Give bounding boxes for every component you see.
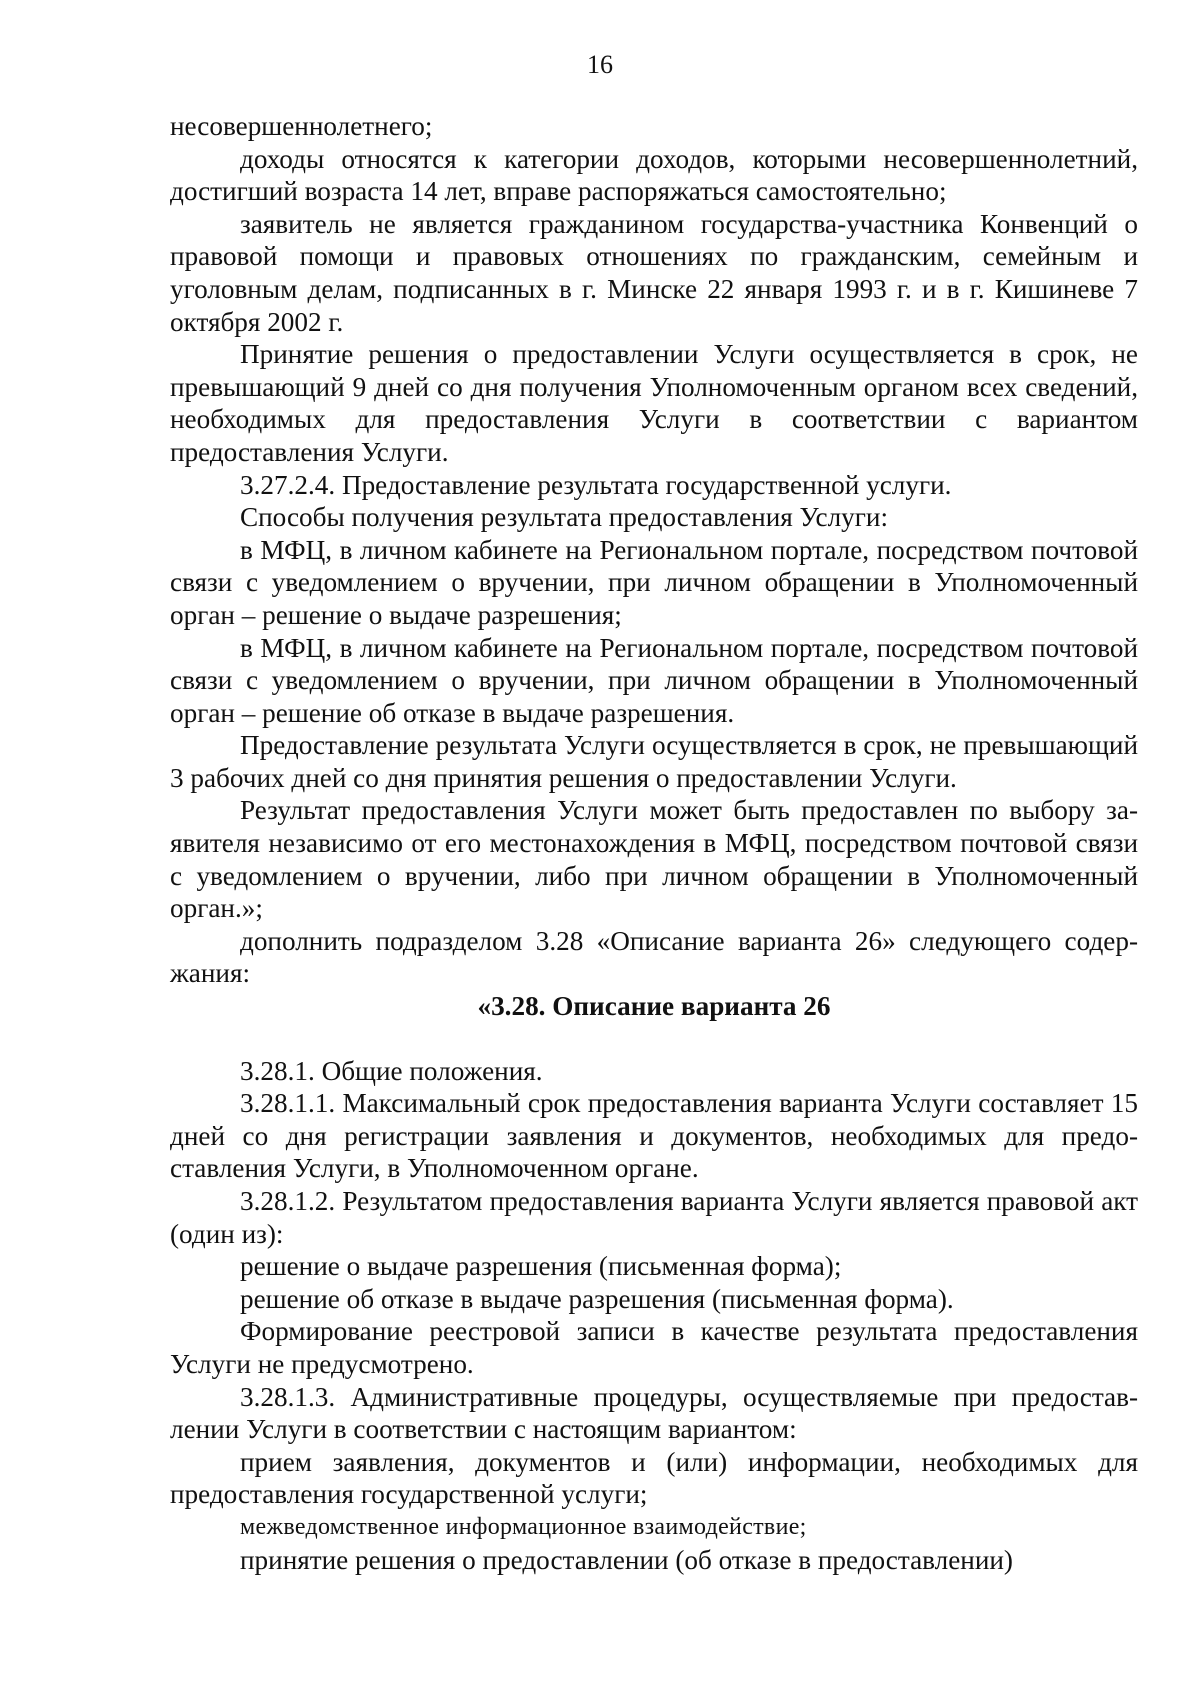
paragraph-7: в МФЦ, в личном кабинете на Региональном портале, посредством почтовой связи с уведомлением о вручении, при личном обращении в Уполномоченный орган – решение о выдаче разрешения; <box>170 534 1138 630</box>
paragraph-13: 3.28.1.1. Максимальный срок предоставления варианта Услуги составляет 15 дней со дня регистрации заявления и документов, необходимых для предоставления Услуги, в Уполномоченном органе. <box>170 1088 1138 1184</box>
paragraph-8: в МФЦ, в личном кабинете на Региональном портале, посредством почтовой связи с уведомлением о вручении, при личном обращении в Уполномоченный орган – решение об отказе в выдаче разрешения. <box>170 632 1138 728</box>
paragraph-12: 3.28.1. Общие положения. <box>240 1055 543 1086</box>
paragraph-6: Способы получения результата предоставления Услуги: <box>240 502 889 533</box>
paragraph-19: прием заявления, документов и (или) информации, необходимых для предоставления государственной услуги; <box>170 1446 1138 1510</box>
paragraph-16: решение об отказе в выдаче разрешения (письменная форма). <box>240 1283 954 1314</box>
page-number: 16 <box>587 50 613 79</box>
heading-spacer <box>170 1023 1138 1055</box>
document-body <box>170 110 1138 1576</box>
paragraph-17: Формирование реестровой записи в качестве результата предоставления Услуги не предусмотрено. <box>170 1316 1138 1379</box>
paragraph-4: Принятие решения о предоставлении Услуги осуществляется в срок, не превышающий 9 дней со дня получения Уполномоченным органом всех сведений, необходимых для предоставления Услуги в соответствии с вариантом предоставления Услуги. <box>170 339 1138 467</box>
paragraph-20: межведомственное информационное взаимодействие; <box>240 1513 807 1540</box>
paragraph-10: Результат предоставления Услуги может быть предоставлен по выбору заявителя независимо от его местонахождения в МФЦ, посредством почтовой связи с уведомлением о вручении, либо при личном обращении в Уполномоченный орган.»; <box>170 795 1138 924</box>
paragraph-9: Предоставление результата Услуги осуществляется в срок, не превышающий 3 рабочих дней со дня принятия решения о предоставлении Услуги. <box>170 730 1138 793</box>
paragraph-14: 3.28.1.2. Результатом предоставления варианта Услуги является правовой акт (один из): <box>170 1186 1138 1249</box>
paragraph-11: дополнить подразделом 3.28 «Описание варианта 26» следующего содержания: <box>170 925 1138 989</box>
paragraph-2: доходы относятся к категории доходов, которыми несовершеннолетний, достигший возраста 14 лет, вправе распоряжаться самостоятельно; <box>170 143 1138 207</box>
section-heading: «3.28. Описание варианта 26 <box>477 991 831 1022</box>
paragraph-1: несовершеннолетнего; <box>170 111 433 141</box>
paragraph-5: 3.27.2.4. Предоставление результата государственной услуги. <box>240 469 952 500</box>
paragraph-3: заявитель не является гражданином государства-участника Конвенций о правовой помощи и правовых отношениях по гражданским, семейным и уголовным делам, подписанных в г. Минске 22 января 1993 г. и в г. Кишиневе 7 октября 2002 г. <box>170 208 1138 337</box>
paragraph-21: принятие решения о предоставлении (об отказе в предоставлении) <box>240 1544 1013 1575</box>
paragraph-18: 3.28.1.3. Административные процедуры, осуществляемые при предоставлении Услуги в соответствии с настоящим вариантом: <box>170 1381 1138 1445</box>
paragraph-15: решение о выдаче разрешения (письменная форма); <box>240 1251 842 1282</box>
